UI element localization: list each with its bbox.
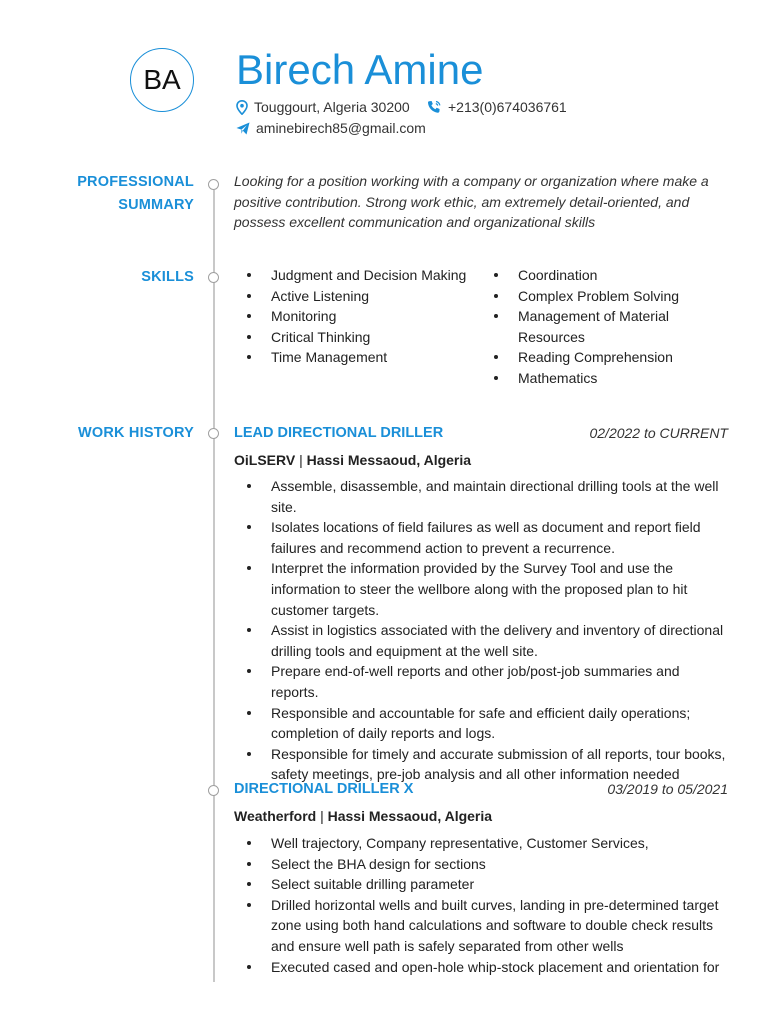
- list-item: Well trajectory, Company representative, Customer Services,: [234, 833, 726, 854]
- company-name: OiLSERV: [234, 452, 296, 468]
- company-location: Hassi Messaoud, Algeria: [327, 808, 493, 824]
- email-line: [236, 119, 426, 137]
- job-title: DIRECTIONAL DRILLER X: [234, 781, 414, 797]
- skill-item: Monitoring: [234, 306, 474, 327]
- list-item: Isolates locations of field failures as well as document and report field failures and recommend action to prevent a recurrence.: [234, 517, 726, 558]
- skill-item: Complex Problem Solving: [481, 286, 721, 307]
- job-employer: [234, 451, 471, 469]
- timeline-node-job2: [208, 785, 219, 796]
- location-line: [236, 98, 410, 116]
- separator: |: [320, 808, 328, 824]
- skill-item: Time Management: [234, 347, 474, 368]
- professional-summary-text: Looking for a position working with a company or organization where make a positive contribution. Strong work ethic, am extremely detail-oriented, and possess excellent communication and organizational skills: [234, 173, 709, 231]
- skill-item: Judgment and Decision Making: [234, 265, 474, 286]
- skills-list-left: [234, 265, 474, 368]
- list-item: Assemble, disassemble, and maintain directional drilling tools at the well site.: [234, 476, 726, 517]
- list-item: Select suitable drilling parameter: [234, 874, 726, 895]
- location-pin-icon: [236, 100, 248, 115]
- section-title-work-history: WORK HISTORY: [78, 425, 194, 441]
- company-name: Weatherford: [234, 808, 317, 824]
- job-bullets: [234, 833, 726, 977]
- timeline-node-skills: [208, 272, 219, 283]
- email-text[interactable]: aminebirech85@gmail.com: [256, 120, 426, 136]
- timeline-node-work: [208, 428, 219, 439]
- candidate-name: Birech Amine: [236, 46, 484, 93]
- skill-item: Critical Thinking: [234, 327, 474, 348]
- initials: BA: [143, 64, 181, 95]
- list-item: Executed cased and open-hole whip-stock placement and orientation for: [234, 957, 726, 978]
- job-date: 02/2022 to CURRENT: [589, 425, 728, 441]
- skill-item: Mathematics: [481, 368, 721, 389]
- timeline-node-summary: [208, 179, 219, 190]
- paper-plane-icon: [236, 122, 250, 135]
- list-item: Prepare end-of-well reports and other job/post-job summaries and reports.: [234, 661, 726, 702]
- section-title-line: SUMMARY: [118, 197, 194, 213]
- section-title-line: PROFESSIONAL: [77, 174, 194, 190]
- section-title-professional-summary: [44, 171, 194, 217]
- list-item: Assist in logistics associated with the delivery and inventory of directional drilling tools and equipment at the well site.: [234, 620, 726, 661]
- timeline-line: [213, 190, 215, 982]
- list-item: Responsible for timely and accurate submission of all reports, tour books, safety meetings, pre-job analysis and all other information needed: [234, 744, 726, 785]
- list-item: Drilled horizontal wells and built curves, landing in pre-determined target zone using both hand calculations and software to double check results and ensure well path is safely separated from other wells: [234, 895, 726, 957]
- list-item: Responsible and accountable for safe and efficient daily operations; completion of daily reports and logs.: [234, 703, 726, 744]
- job-date: 03/2019 to 05/2021: [607, 781, 728, 797]
- job-title: LEAD DIRECTIONAL DRILLER: [234, 425, 444, 441]
- company-location: Hassi Messaoud, Algeria: [306, 452, 472, 468]
- job-employer: [234, 807, 492, 825]
- skills-list-right: [481, 265, 721, 389]
- skill-item: Reading Comprehension: [481, 347, 721, 368]
- phone-text: +213(0)674036761: [448, 99, 567, 115]
- list-item: Interpret the information provided by the Survey Tool and use the information to steer the wellbore along with the proposed plan to hit customer targets.: [234, 558, 726, 620]
- monogram-avatar: [130, 48, 194, 112]
- separator: |: [299, 452, 307, 468]
- skill-item: Active Listening: [234, 286, 474, 307]
- section-title-skills: SKILLS: [141, 269, 194, 285]
- location-text: Touggourt, Algeria 30200: [254, 99, 410, 115]
- list-item: Select the BHA design for sections: [234, 854, 726, 875]
- skill-item: Coordination: [481, 265, 721, 286]
- skill-item: Management of Material Resources: [481, 306, 721, 347]
- phone-line: [427, 98, 567, 116]
- job-bullets: [234, 476, 726, 785]
- phone-icon: [427, 100, 442, 114]
